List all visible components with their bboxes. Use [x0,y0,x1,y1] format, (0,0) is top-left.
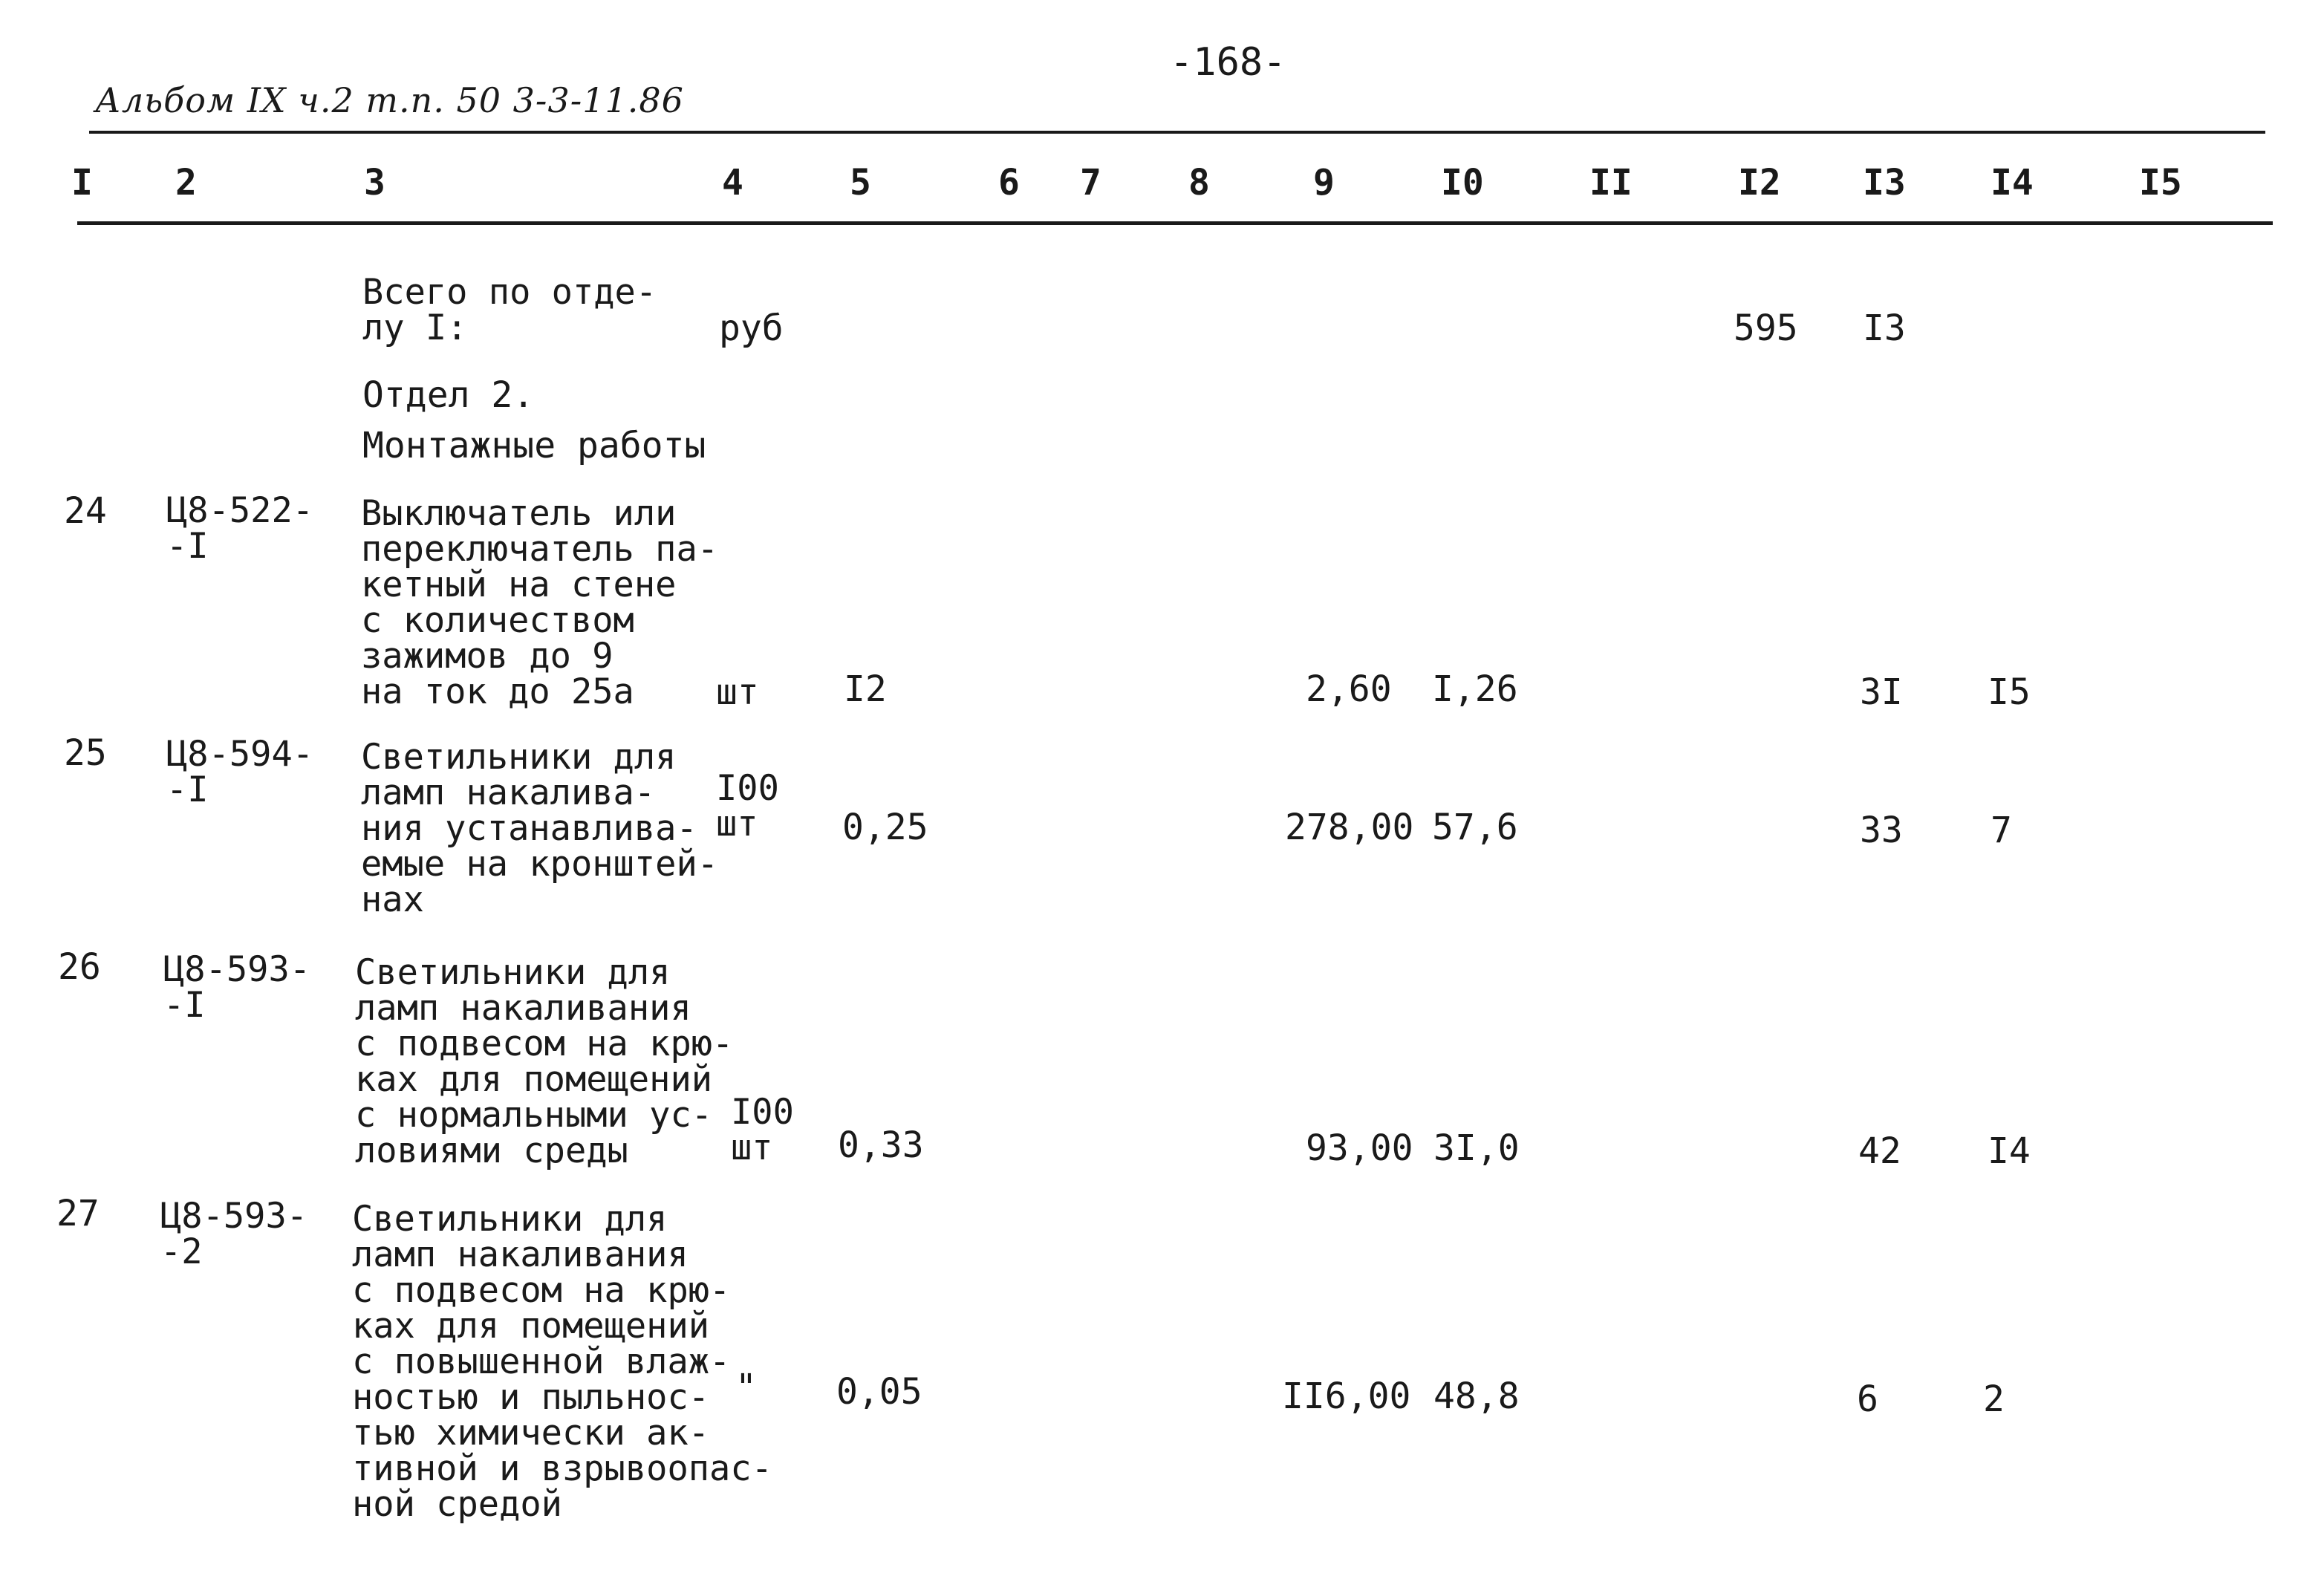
row-quantity: 0,25 [842,807,928,848]
row-col10: 57,6 [1432,807,1518,848]
summary-unit: руб [719,307,784,349]
row-code: Ц8-593- -I [163,949,311,1026]
row-quantity: 0,33 [838,1124,924,1166]
row-description: Светильники для ламп накаливания с подвесом на крю- ках для помещений с нормальными ус- ловиями среды [355,952,734,1171]
row-quantity: 0,05 [836,1371,922,1413]
page-number: -168- [1170,40,1286,85]
row-col9: II6,00 [1282,1375,1411,1417]
row-col14: I4 [1988,1130,2031,1172]
row-number: 25 [64,732,107,774]
row-unit: " [735,1367,757,1408]
row-col10: 48,8 [1433,1375,1520,1417]
row-col9: 2,60 [1306,668,1392,710]
column-header-11: II [1589,162,1633,204]
row-quantity: I2 [844,668,887,710]
row-code: Ц8-593- -2 [160,1196,308,1272]
row-col10: I,26 [1432,668,1518,710]
summary-col12: 595 [1734,307,1798,349]
row-number: 27 [56,1193,100,1234]
column-header-4: 4 [722,162,743,204]
column-header-2: 2 [175,162,197,204]
row-number: 24 [64,490,107,532]
row-description: Светильники для ламп накаливания с подвесом на крю- ках для помещений с повышенной влаж- ностью и пыльнос- тью химически ак- тивной и взрывоопас- ной средой [352,1199,772,1525]
row-col13: 3I [1860,671,1903,713]
row-unit: I00 шт [731,1092,794,1168]
row-number: 26 [58,946,101,988]
row-col13: 42 [1858,1130,1901,1172]
column-header-10: I0 [1441,162,1484,204]
section-number: Отдел 2. [362,374,535,416]
column-header-15: I5 [2139,162,2182,204]
summary-label: Всего по отде- лу I: [362,272,657,348]
summary-col13: I3 [1863,307,1906,349]
row-unit: шт [716,671,759,713]
section-title: Монтажные работы [362,425,706,466]
top-rule [89,131,2265,134]
row-col14: I5 [1988,671,2031,713]
column-header-14: I4 [1991,162,2034,204]
column-header-9: 9 [1313,162,1335,204]
row-code: Ц8-522- -I [166,490,314,567]
row-col13: 6 [1857,1378,1878,1420]
column-header-12: I2 [1738,162,1781,204]
row-col10: 3I,0 [1433,1127,1520,1169]
row-col13: 33 [1860,810,1903,851]
row-unit: I00 шт [716,768,779,844]
row-col14: 2 [1983,1378,2005,1420]
row-col14: 7 [1991,810,2012,851]
column-header-13: I3 [1863,162,1906,204]
row-col9: 278,00 [1285,807,1414,848]
column-header-8: 8 [1188,162,1210,204]
column-header-6: 6 [998,162,1020,204]
row-code: Ц8-594- -I [166,734,314,810]
album-reference: Альбом IX ч.2 т.п. 50 3-3-11.86 [95,80,684,120]
header-rule [77,221,2273,225]
column-header-3: 3 [364,162,385,204]
column-header-5: 5 [850,162,871,204]
row-description: Светильники для ламп накалива- ния устанавлива- емые на кронштей- нах [361,737,719,920]
column-header-1: I [71,162,93,204]
row-col9: 93,00 [1306,1127,1413,1169]
column-header-7: 7 [1080,162,1101,204]
row-description: Выключатель или переключатель па- кетный на стене с количеством зажимов до 9 на ток до 25а [361,493,719,712]
